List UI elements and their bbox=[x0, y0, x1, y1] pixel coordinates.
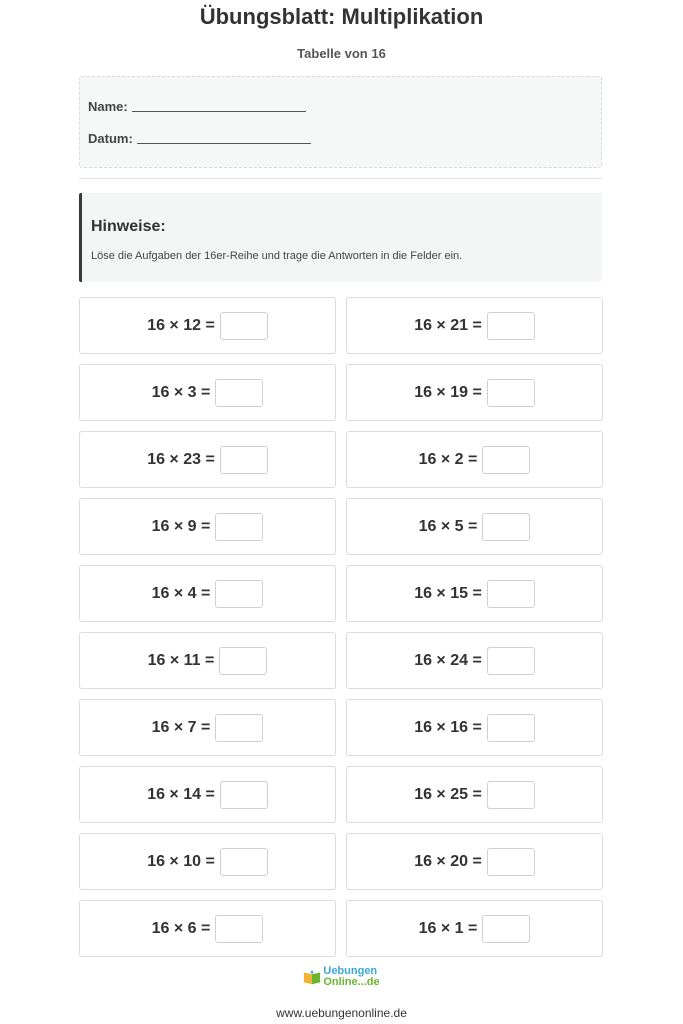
problem-card bbox=[346, 632, 603, 689]
hints-title: Hinweise: bbox=[91, 218, 166, 235]
worksheet-title: Übungsblatt: Multiplikation bbox=[199, 4, 484, 29]
problem-text: 16 × 20 = bbox=[414, 852, 482, 870]
problem-card bbox=[79, 699, 336, 756]
problem-text: 16 × 16 = bbox=[414, 718, 482, 736]
problem-card bbox=[79, 431, 336, 488]
problem-text: 16 × 7 = bbox=[151, 718, 211, 736]
problem-card bbox=[346, 364, 603, 421]
problem-text: 16 × 11 = bbox=[147, 651, 215, 669]
problem-text: 16 × 10 = bbox=[147, 852, 215, 870]
answer-field[interactable] bbox=[487, 379, 535, 407]
logo-line-1: Uebungen bbox=[323, 965, 378, 977]
student-info-box bbox=[79, 76, 602, 168]
site-logo bbox=[0, 966, 683, 988]
problem-text: 16 × 2 = bbox=[418, 450, 478, 468]
date-row bbox=[88, 131, 311, 146]
answer-field[interactable] bbox=[487, 312, 535, 340]
answer-field[interactable] bbox=[487, 781, 535, 809]
answer-field[interactable] bbox=[487, 848, 535, 876]
problem-card bbox=[346, 900, 603, 957]
answer-field[interactable] bbox=[482, 446, 530, 474]
section-divider bbox=[79, 178, 602, 179]
problem-text: 16 × 6 = bbox=[151, 919, 211, 937]
answer-field[interactable] bbox=[482, 915, 530, 943]
date-write-line bbox=[137, 143, 311, 144]
name-write-line bbox=[132, 111, 306, 112]
problem-card bbox=[79, 297, 336, 354]
problem-card bbox=[79, 364, 336, 421]
open-book-icon bbox=[303, 968, 321, 986]
problem-text: 16 × 14 = bbox=[147, 785, 215, 803]
hints-box bbox=[79, 193, 602, 282]
problem-text: 16 × 4 = bbox=[151, 584, 211, 602]
answer-field[interactable] bbox=[215, 714, 263, 742]
problem-card bbox=[79, 766, 336, 823]
problem-text: 16 × 24 = bbox=[414, 651, 482, 669]
problem-text: 16 × 9 = bbox=[151, 517, 211, 535]
footer-url[interactable]: www.uebungenonline.de bbox=[276, 1006, 407, 1020]
problem-card bbox=[346, 565, 603, 622]
answer-field[interactable] bbox=[220, 848, 268, 876]
problem-text: 16 × 12 = bbox=[147, 316, 215, 334]
problem-card bbox=[79, 565, 336, 622]
problem-card bbox=[346, 833, 603, 890]
logo-line-2: Online...de bbox=[323, 976, 380, 988]
problem-text: 16 × 25 = bbox=[414, 785, 482, 803]
problem-card bbox=[79, 498, 336, 555]
answer-field[interactable] bbox=[215, 379, 263, 407]
problem-card bbox=[346, 431, 603, 488]
problem-text: 16 × 19 = bbox=[414, 383, 482, 401]
date-label: Datum: bbox=[88, 131, 133, 146]
answer-field[interactable] bbox=[215, 915, 263, 943]
problem-text: 16 × 5 = bbox=[418, 517, 478, 535]
answer-field[interactable] bbox=[215, 580, 263, 608]
answer-field[interactable] bbox=[487, 580, 535, 608]
answer-field[interactable] bbox=[487, 714, 535, 742]
answer-field[interactable] bbox=[482, 513, 530, 541]
problem-card bbox=[346, 766, 603, 823]
name-row bbox=[88, 99, 306, 114]
answer-field[interactable] bbox=[220, 312, 268, 340]
problem-text: 16 × 15 = bbox=[414, 584, 482, 602]
answer-field[interactable] bbox=[487, 647, 535, 675]
problem-text: 16 × 23 = bbox=[147, 450, 215, 468]
problem-text: 16 × 3 = bbox=[151, 383, 211, 401]
answer-field[interactable] bbox=[220, 781, 268, 809]
name-label: Name: bbox=[88, 99, 128, 114]
problem-text: 16 × 1 = bbox=[418, 919, 478, 937]
problem-card bbox=[346, 699, 603, 756]
problem-card bbox=[346, 297, 603, 354]
problem-text: 16 × 21 = bbox=[414, 316, 482, 334]
hints-text: Löse die Aufgaben der 16er-Reihe und trage die Antworten in die Felder ein. bbox=[91, 250, 463, 262]
problem-card bbox=[79, 900, 336, 957]
logo-wordmark bbox=[323, 966, 379, 988]
problem-card bbox=[79, 833, 336, 890]
worksheet-subtitle: Tabelle von 16 bbox=[297, 46, 386, 61]
answer-field[interactable] bbox=[215, 513, 263, 541]
problem-card bbox=[346, 498, 603, 555]
problem-card bbox=[79, 632, 336, 689]
answer-field[interactable] bbox=[220, 446, 268, 474]
answer-field[interactable] bbox=[219, 647, 267, 675]
